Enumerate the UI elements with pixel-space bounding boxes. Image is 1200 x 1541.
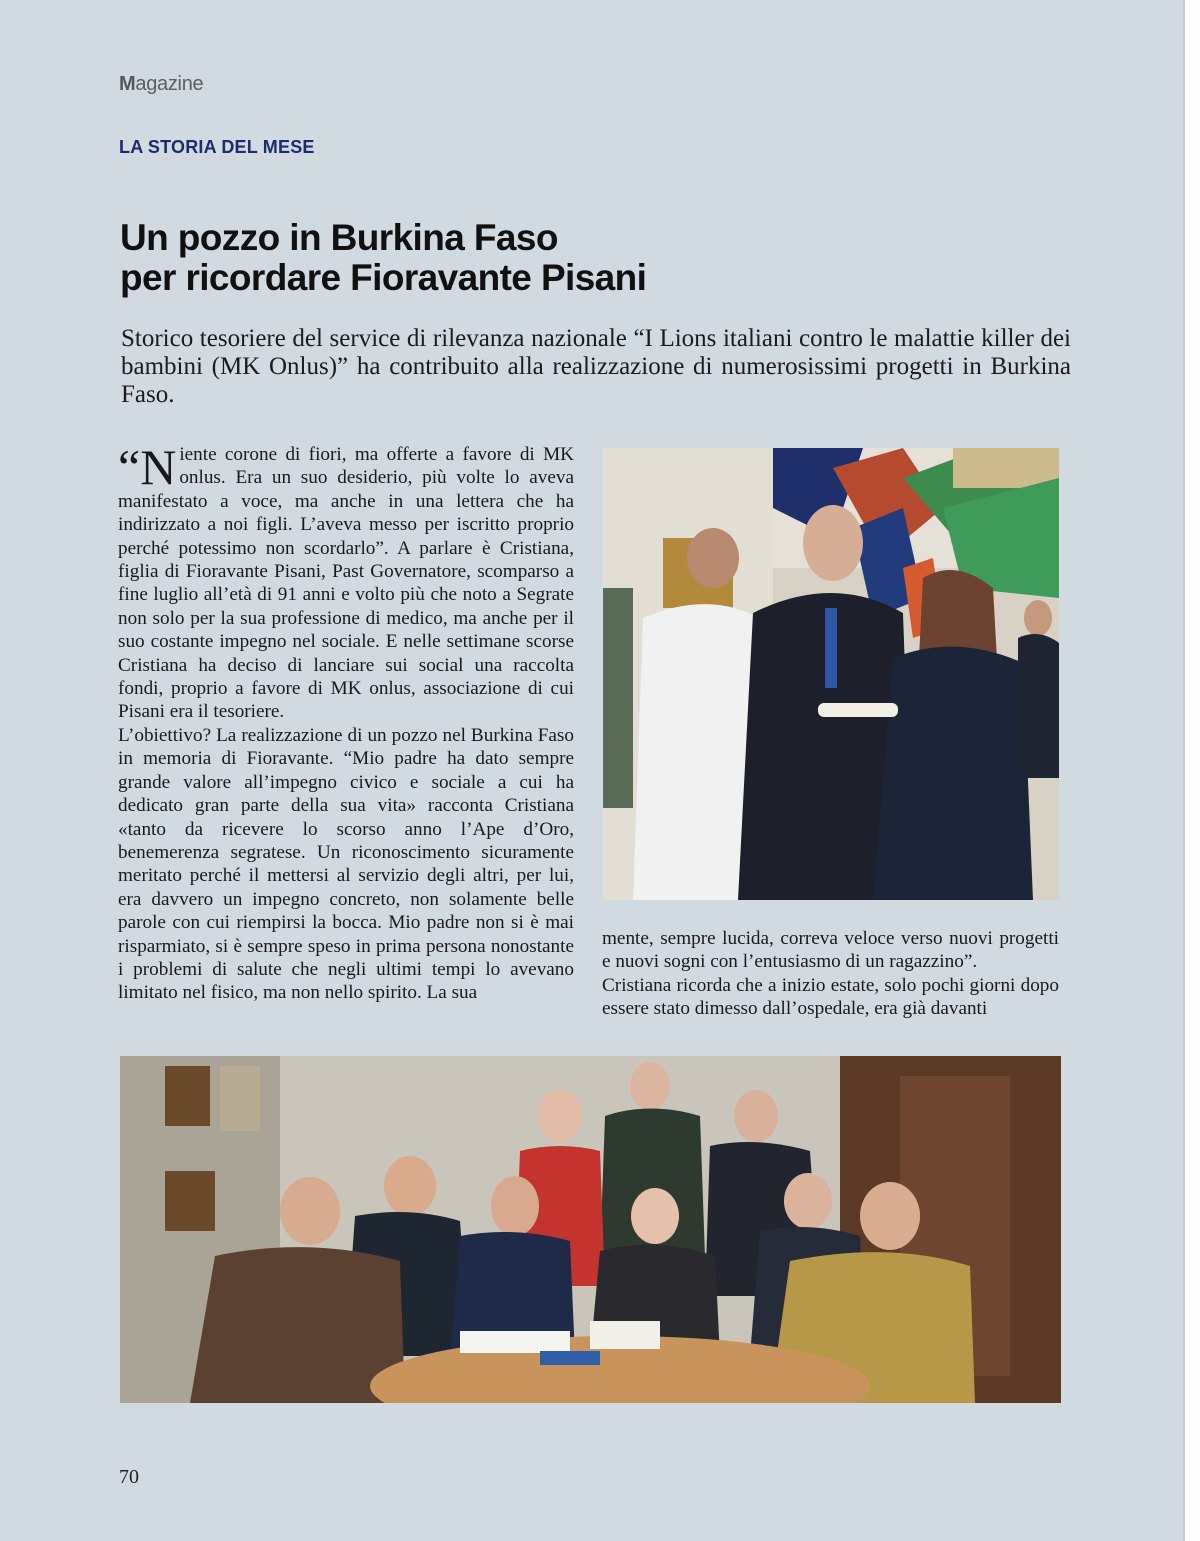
article-paragraph-3: mente, sempre lucida, correva veloce verso nuovi progetti e nuovi sogni con l’entusiasmo di un ragazzino”. (602, 928, 1059, 973)
magazine-label: Magazine (119, 73, 204, 95)
article-paragraph-1: “Niente corone di fiori, ma offerte a favore di MK onlus. Era un suo desiderio, più volte lo aveva manifestato a voce, ma anche in una lettera che ha indirizzato a noi figli. L’aveva messo per iscritto proprio perché potessimo non scordarlo”. A parlare è Cristiana, figlia di Fioravante Pisani, Past Governatore, scomparso a fine luglio all’età di 91 anni e volto più che noto a Segrate non solo per la sua professione di medico, ma anche per il suo costante impegno nel sociale. E nelle settimane scorse Cristiana ha deciso di lanciare sui social una raccolta fondi, proprio a favore di MK onlus, associazione di cui Pisani era il tesoriere. (118, 439, 574, 723)
article-paragraph-2: L’obiettivo? La realizzazione di un pozzo nel Burkina Faso in memoria di Fioravante. “Mio padre ha dato sempre grande valore all’impegno civico e sociale a cui ha dedicato gran parte della sua vita» racconta Cristiana «tanto da ricevere lo scorso anno l’Ape d’Oro, benemerenza segratese. Un riconoscimento sicuramente meritato perché il mettersi al servizio degli altri, per lui, era davvero un impegno concreto, non solamente belle parole con cui riempirsi la bocca. Mio padre non si è mai risparmiato, si è sempre speso in prima persona nonostante i problemi di salute che negli ultimi tempi lo avevano limitato nel fisico, ma non nello spirito. La sua (118, 724, 574, 1004)
article-title-line-2: per ricordare Fioravante Pisani (120, 257, 647, 298)
section-label: LA STORIA DEL MESE (119, 137, 315, 157)
photo-group-meeting (120, 1056, 1061, 1403)
article-column-left (118, 439, 574, 1005)
article-title (120, 218, 1020, 298)
photo-group-meeting-image (120, 1056, 1061, 1403)
page-number: 70 (119, 1466, 139, 1488)
article-paragraph-4: Cristiana ricorda che a inizio estate, solo pochi giorni dopo essere stato dimesso dall’ospedale, era già davanti (602, 974, 1059, 1020)
article-column-right (602, 927, 1059, 1021)
article-subtitle: Storico tesoriere del service di rilevanza nazionale “I Lions italiani contro le malattie killer dei bambini (MK Onlus)” ha contribuito alla realizzazione di numerosissimi progetti in Burkina Faso. (121, 325, 1071, 408)
drop-cap: “N (118, 439, 177, 495)
photo-award-ceremony (603, 448, 1059, 900)
page-edge (1183, 0, 1200, 1541)
article-title-line-1: Un pozzo in Burkina Faso (120, 217, 558, 258)
photo-award-ceremony-image (603, 448, 1059, 900)
